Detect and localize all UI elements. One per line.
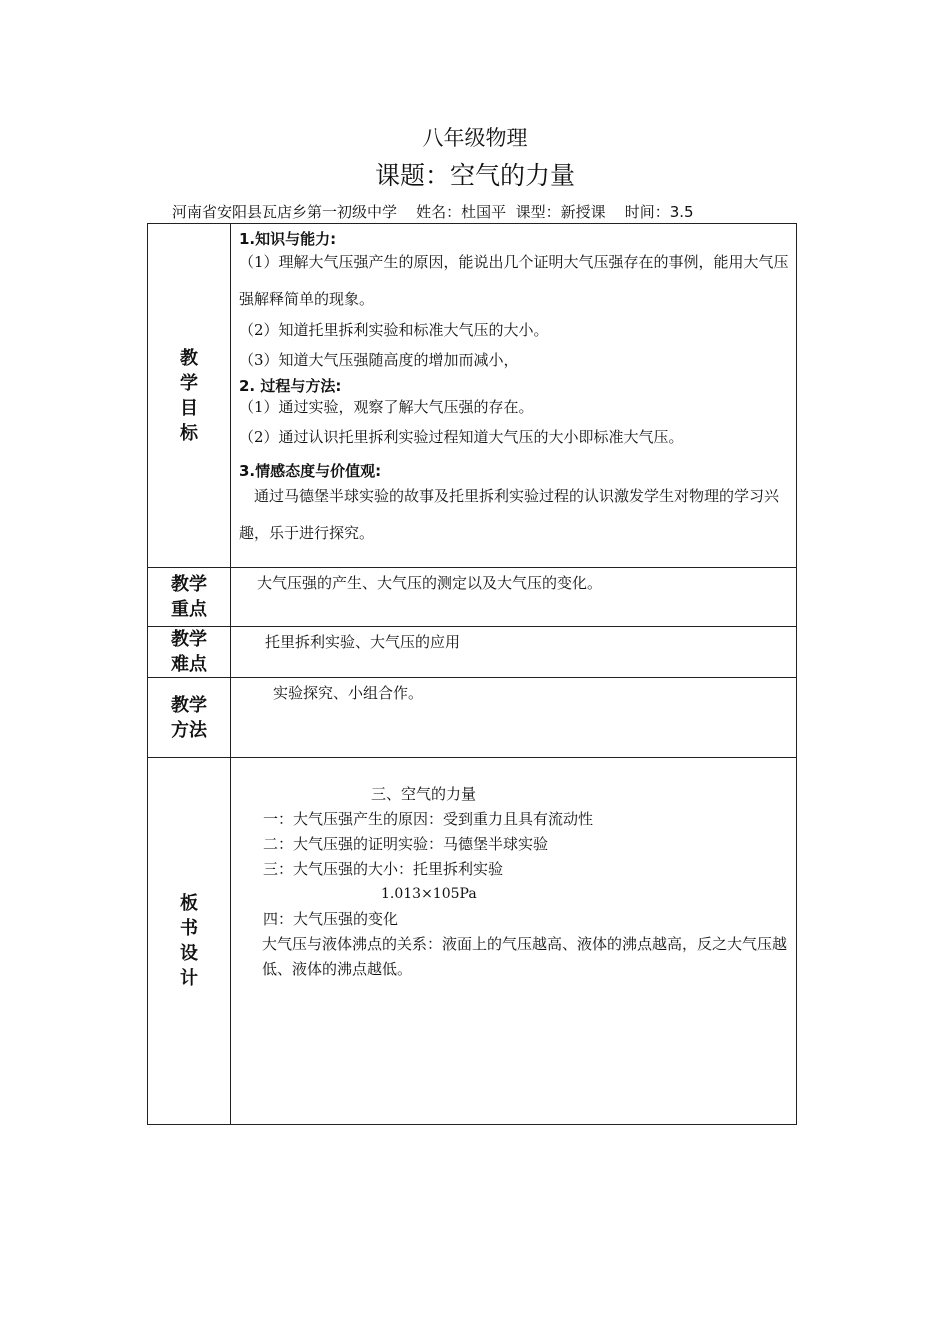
difficulties-label: [148, 627, 231, 678]
lesson-type: 课型：新授课: [515, 203, 606, 221]
teacher-name: 姓名：杜国平: [416, 203, 507, 221]
board-line: 一：大气压强产生的原因：受到重力且具有流动性: [263, 810, 594, 828]
goals-item: （1）理解大气压强产生的原因，能说出几个证明大气压强存在的事例，能用大气压强解释简单的现象。: [239, 253, 789, 308]
school-name: 河南省安阳县瓦店乡第一初级中学: [172, 203, 398, 221]
goals-label-char: 标: [180, 422, 198, 444]
difficulties-label-line: 教学: [171, 629, 207, 650]
goals-section-heading: 2. 过程与方法:: [239, 377, 342, 395]
board-heading: 三、空气的力量: [371, 785, 477, 803]
difficulties-row: [148, 627, 797, 678]
teacher-info-line: [172, 201, 694, 222]
board-design-label: [148, 758, 231, 1125]
goals-item: （2）知道托里拆利实验和标准大气压的大小。: [239, 321, 549, 339]
key-points-content: [231, 568, 797, 627]
board-relation: 大气压与液体沸点的关系：液面上的气压越高、液体的沸点越高，反之大气压越低、液体的沸点越低。: [262, 935, 788, 978]
goals-item: （3）知道大气压强随高度的增加而减小，: [239, 351, 519, 369]
key-points-label: [148, 568, 231, 627]
methods-content: [231, 678, 797, 758]
goals-item: （2）通过认识托里拆利实验过程知道大气压的大小即标准大气压。: [239, 428, 684, 446]
board-line: 四：大气压强的变化: [263, 910, 399, 928]
key-points-label-line: 教学: [171, 574, 207, 595]
grade-heading: 八年级物理: [422, 126, 528, 150]
difficulties-text: 托里拆利实验、大气压的应用: [265, 633, 461, 651]
board-label-char: 设: [180, 943, 198, 964]
lesson-plan-table: [147, 223, 797, 1125]
methods-label: [148, 678, 231, 758]
goals-label: [148, 224, 231, 568]
board-line: 二：大气压强的证明实验：马德堡半球实验: [263, 835, 549, 853]
goals-item: 通过马德堡半球实验的故事及托里拆利实验过程的认识激发学生对物理的学习兴趣，乐于进行探究。: [239, 487, 780, 542]
key-points-text: 大气压强的产生、大气压的测定以及大气压的变化。: [257, 574, 603, 592]
methods-text: 实验探究、小组合作。: [273, 684, 424, 702]
lesson-time: 时间：3.5: [624, 203, 694, 221]
board-label-char: 计: [180, 968, 198, 989]
lesson-title: 课题：空气的力量: [374, 161, 575, 190]
methods-row: [148, 678, 797, 758]
key-points-row: [148, 568, 797, 627]
board-label-char: 板: [180, 893, 198, 914]
board-formula: 1.013×105Pa: [381, 886, 477, 902]
difficulties-content: [231, 627, 797, 678]
goals-label-char: 教: [180, 347, 198, 369]
methods-label-line: 方法: [171, 719, 207, 741]
board-design-content: [231, 758, 797, 1125]
difficulties-label-line: 难点: [171, 654, 207, 675]
methods-label-line: 教学: [171, 694, 207, 716]
goals-label-char: 目: [180, 397, 198, 419]
board-label-char: 书: [180, 918, 198, 939]
goals-content: [231, 224, 797, 568]
goals-section-heading: 3.情感态度与价值观:: [239, 462, 382, 480]
board-line: 三：大气压强的大小：托里拆利实验: [263, 860, 504, 878]
goals-row: [148, 224, 797, 568]
key-points-label-line: 重点: [171, 599, 207, 620]
board-design-row: [148, 758, 797, 1125]
goals-item: （1）通过实验，观察了解大气压强的存在。: [239, 398, 534, 416]
goals-section-heading: 1.知识与能力:: [239, 230, 337, 248]
goals-label-char: 学: [180, 372, 198, 394]
